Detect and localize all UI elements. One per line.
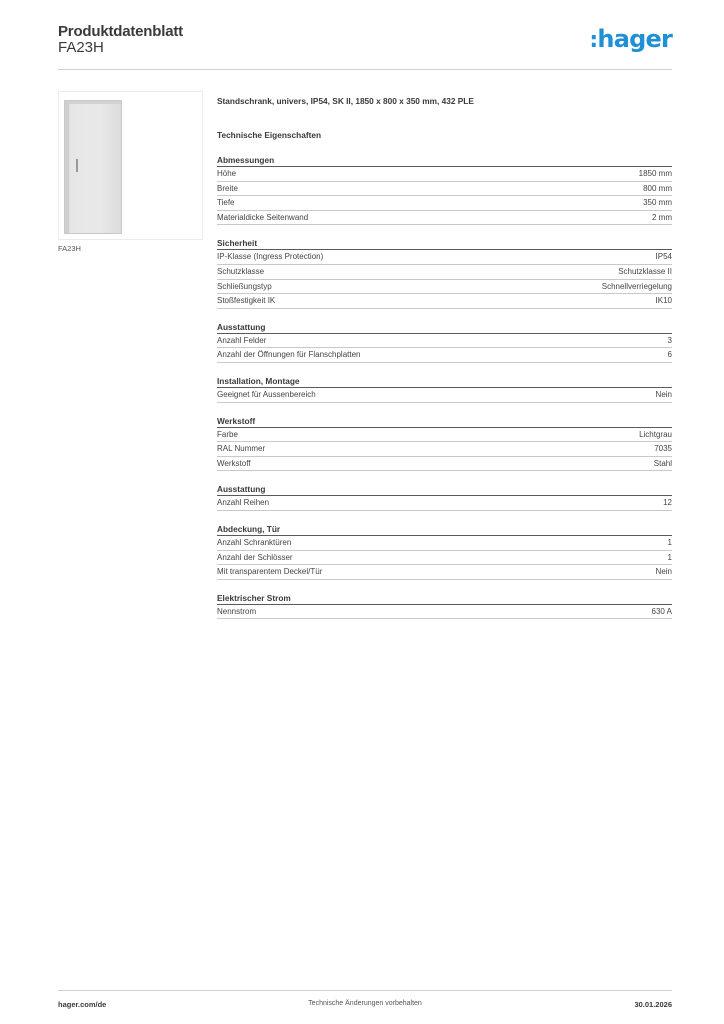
spec-value: 1 (667, 552, 672, 562)
spec-label: Mit transparentem Deckel/Tür (217, 567, 323, 577)
spec-value: 12 (663, 498, 672, 508)
spec-value: Nein (655, 567, 672, 577)
spec-label: IP-Klasse (Ingress Protection) (217, 252, 324, 262)
spec-group (217, 523, 672, 580)
footer-website: hager.com/de (58, 1000, 107, 1009)
spec-value: 350 mm (643, 198, 672, 208)
spec-value: IP54 (655, 252, 672, 262)
logo-prefix: : (589, 28, 598, 53)
spec-group (217, 415, 672, 472)
spec-row (217, 182, 672, 197)
spec-row (217, 280, 672, 295)
spec-label: Schutzklasse (217, 266, 265, 276)
section-title: Technische Eigenschaften (217, 130, 322, 140)
product-description: Standschrank, univers, IP54, SK II, 1850 x 800 x 350 mm, 432 PLE (217, 96, 474, 106)
spec-value: 1 (667, 537, 672, 547)
spec-label: Geeignet für Aussenbereich (217, 389, 316, 399)
spec-group-title: Sicherheit (217, 237, 672, 250)
spec-label: Stoßfestigkeit IK (217, 296, 276, 306)
spec-value: Schnellverriegelung (601, 281, 672, 291)
spec-label: Anzahl Schranktüren (217, 537, 292, 547)
spec-value: Nein (655, 389, 672, 399)
spec-label: Anzahl Reihen (217, 498, 270, 508)
spec-row (217, 442, 672, 457)
spec-group (217, 375, 672, 403)
spec-content (217, 96, 672, 619)
spec-label: Anzahl Felder (217, 335, 267, 345)
spec-value: 800 mm (643, 183, 672, 193)
spec-row (217, 605, 672, 620)
spec-label: Werkstoff (217, 458, 251, 468)
spec-label: Nennstrom (217, 606, 257, 616)
spec-row (217, 428, 672, 443)
spec-value: 7035 (654, 444, 672, 454)
spec-row (217, 496, 672, 511)
spec-row (217, 294, 672, 309)
spec-row (217, 196, 672, 211)
spec-group (217, 154, 672, 225)
spec-label: Schließungstyp (217, 281, 272, 291)
footer-notice: Technische Änderungen vorbehalten (308, 1000, 422, 1007)
spec-row (217, 211, 672, 226)
spec-group (217, 237, 672, 308)
hager-logo (589, 25, 672, 53)
spec-row (217, 551, 672, 566)
door-handle (76, 159, 78, 172)
spec-value: 6 (667, 350, 672, 360)
spec-label: Tiefe (217, 198, 235, 208)
spec-value: 630 A (651, 606, 672, 616)
spec-row (217, 565, 672, 580)
spec-value: 1850 mm (638, 169, 672, 178)
spec-row (217, 457, 672, 472)
document-title: Produktdatenblatt (58, 23, 183, 40)
image-caption: FA23H (58, 244, 81, 253)
spec-value: Lichtgrau (639, 429, 672, 439)
spec-label: Höhe (217, 169, 237, 178)
spec-row (217, 250, 672, 265)
spec-group (217, 483, 672, 511)
spec-group-title: Abdeckung, Tür (217, 523, 672, 536)
spec-groups (217, 154, 672, 619)
cabinet-illustration (64, 100, 122, 234)
page-header (58, 20, 672, 70)
footer-date: 30.01.2026 (634, 1000, 672, 1009)
spec-group-title: Abmessungen (217, 154, 672, 167)
spec-row (217, 348, 672, 363)
spec-value: IK10 (655, 296, 672, 306)
spec-group-title: Werkstoff (217, 415, 672, 428)
spec-row (217, 388, 672, 403)
spec-label: Breite (217, 183, 238, 193)
spec-group-title: Installation, Montage (217, 375, 672, 388)
spec-value: Stahl (653, 458, 672, 468)
spec-group-title: Ausstattung (217, 321, 672, 334)
spec-row (217, 265, 672, 280)
spec-label: Materialdicke Seitenwand (217, 212, 309, 222)
spec-group-title: Elektrischer Strom (217, 592, 672, 605)
spec-group (217, 321, 672, 363)
spec-label: Anzahl der Schlösser (217, 552, 293, 562)
spec-row (217, 536, 672, 551)
spec-row (217, 167, 672, 182)
spec-row (217, 334, 672, 349)
spec-label: Farbe (217, 429, 238, 439)
spec-value: 2 mm (652, 212, 672, 222)
product-image (58, 91, 203, 240)
spec-label: Anzahl der Öffnungen für Flanschplatten (217, 350, 361, 360)
spec-value: Schutzklasse II (618, 266, 672, 276)
spec-value: 3 (667, 335, 672, 345)
page-footer (58, 990, 672, 1014)
spec-label: RAL Nummer (217, 444, 266, 454)
spec-group-title: Ausstattung (217, 483, 672, 496)
spec-group (217, 592, 672, 620)
logo-text: hager (597, 25, 672, 53)
product-code: FA23H (58, 39, 104, 56)
